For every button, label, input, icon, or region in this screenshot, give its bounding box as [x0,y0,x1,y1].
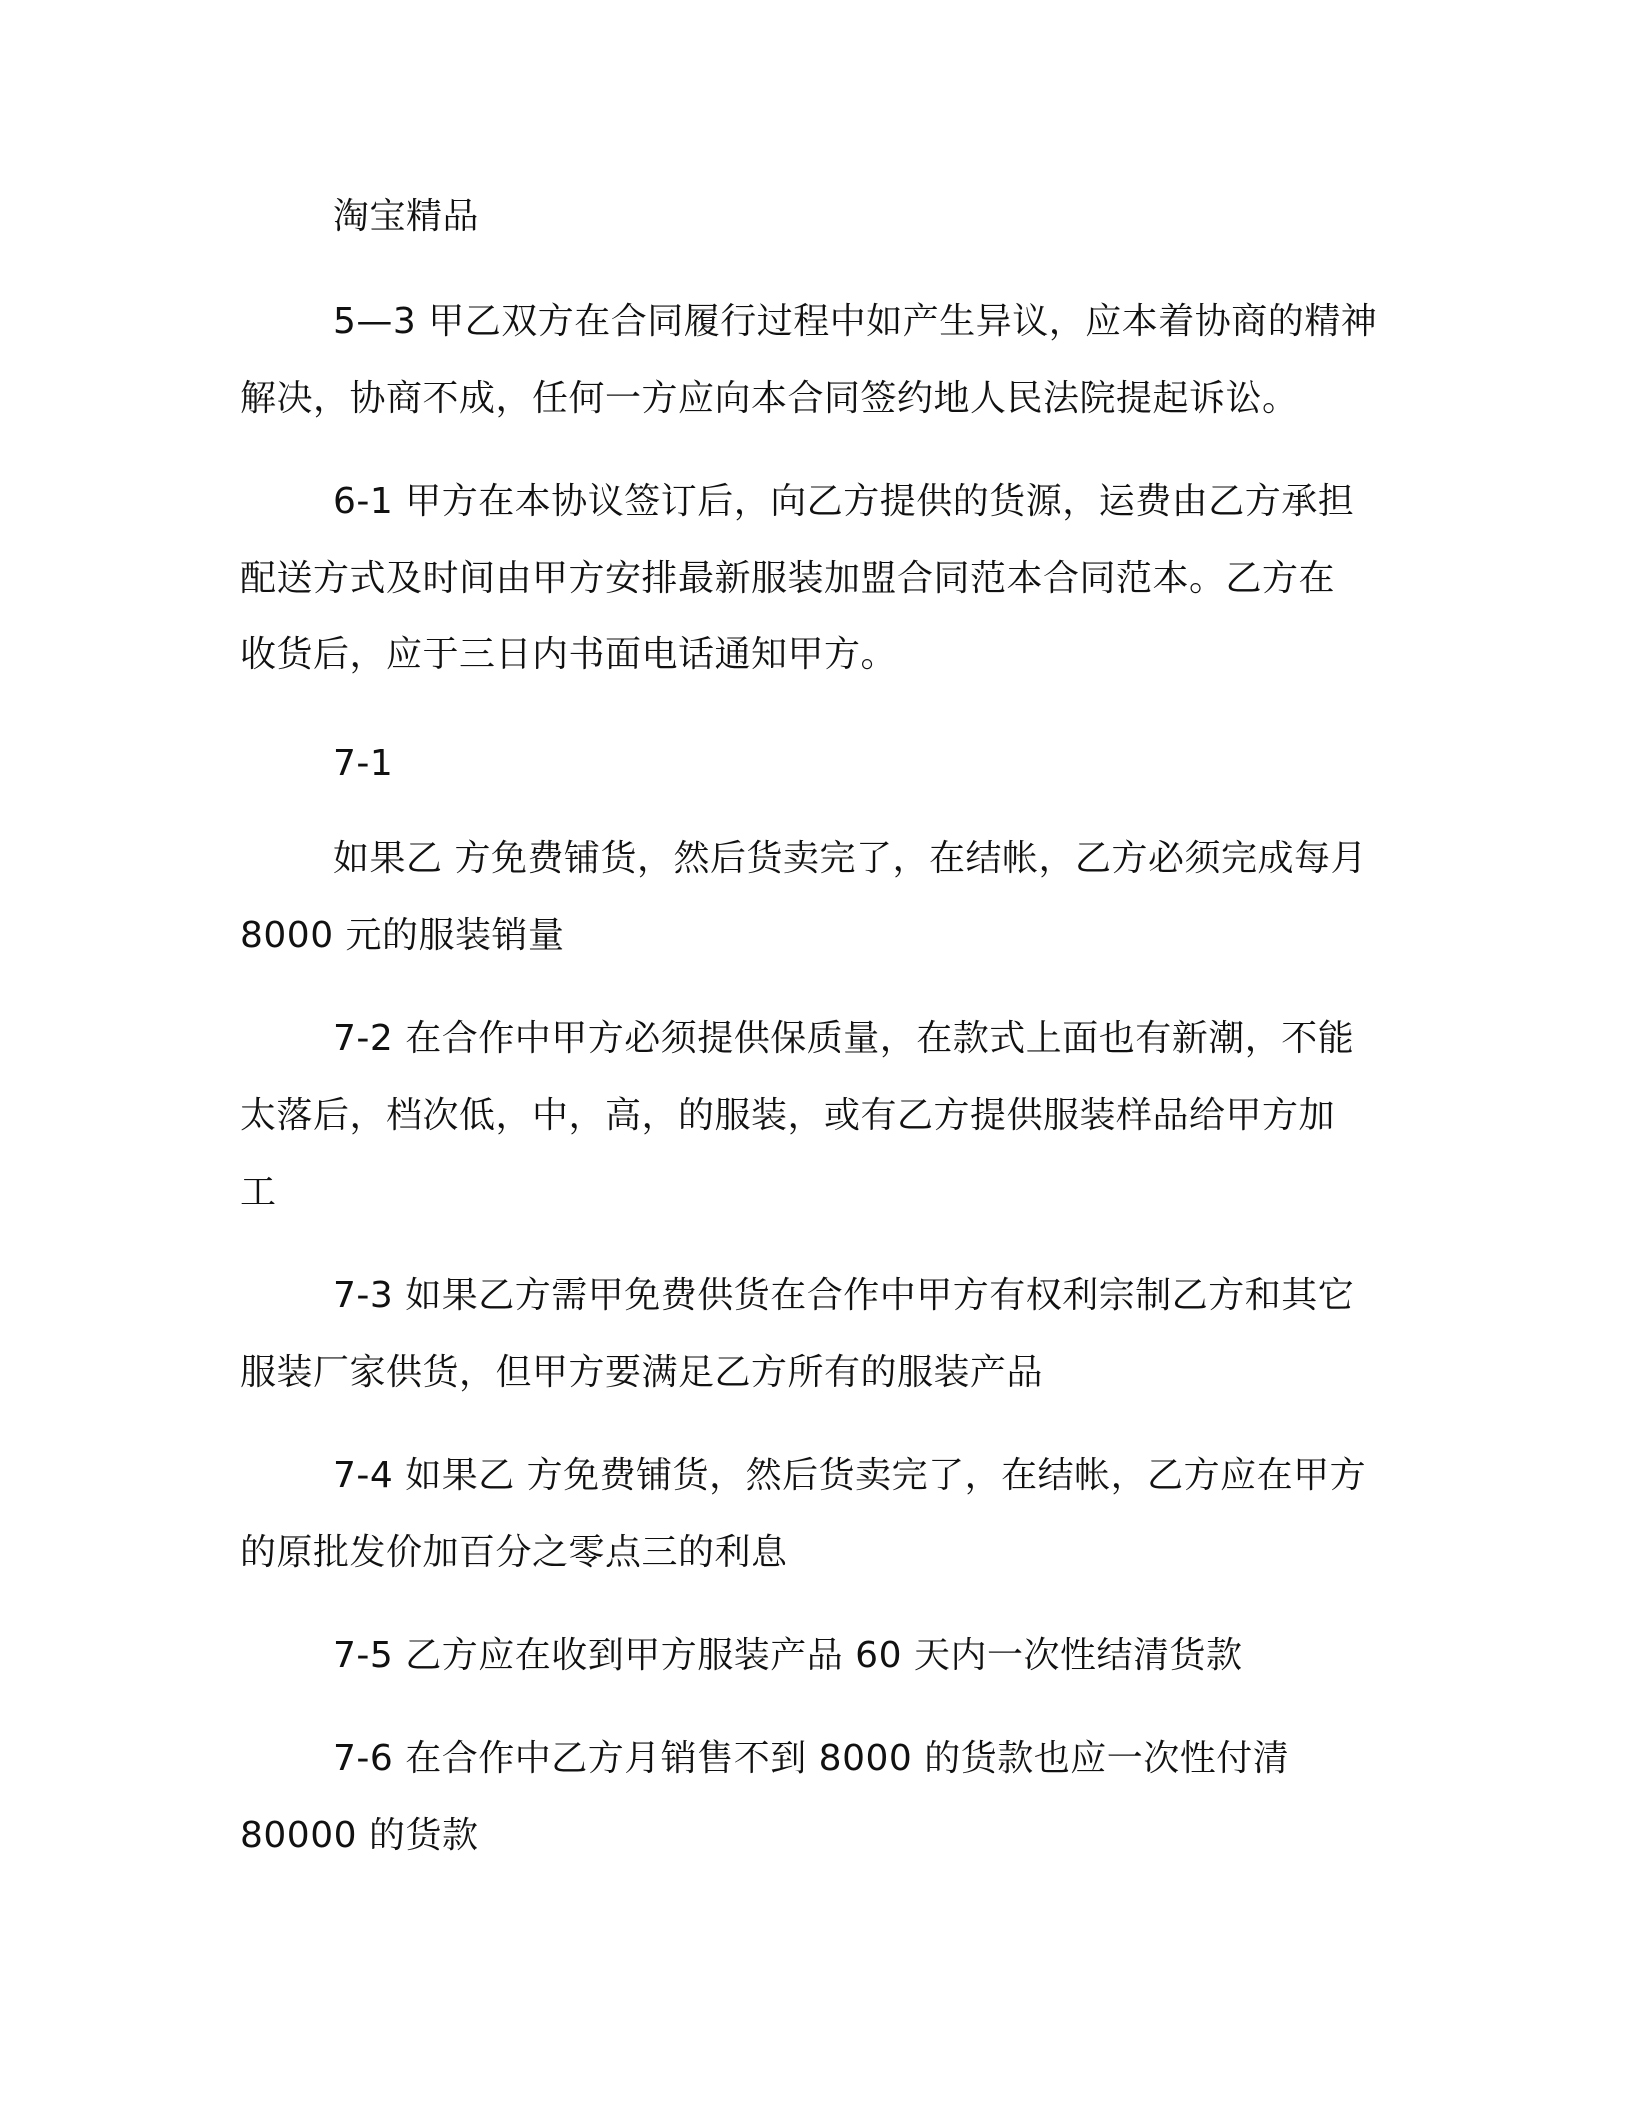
paragraph-line: 如果乙 方免费铺货，然后货卖完了，在结帐，乙方必须完成每月 [333,838,1367,879]
paragraph-line: 8000 元的服装销量 [240,915,565,956]
paragraph-line: 7-5 乙方应在收到甲方服装产品 60 天内一次性结清货款 [333,1635,1243,1676]
paragraph-line: 5—3 甲乙双方在合同履行过程中如产生异议，应本着协商的精神 [333,301,1378,342]
paragraph-line: 的原批发价加百分之零点三的利息 [240,1532,788,1573]
paragraph-line: 服装厂家供货，但甲方要满足乙方所有的服装产品 [240,1352,1044,1393]
paragraph-line: 6-1 甲方在本协议签订后，向乙方提供的货源，运费由乙方承担 [333,481,1355,522]
paragraph-line: 80000 的货款 [240,1815,479,1856]
paragraph-line: 收货后，应于三日内书面电话通知甲方。 [240,634,898,675]
paragraph-line: 7-3 如果乙方需甲免费供货在合作中甲方有权利宗制乙方和其它 [333,1275,1355,1316]
paragraph-line: 太落后，档次低，中，高，的服装，或有乙方提供服装样品给甲方加 [240,1095,1336,1136]
paragraph-line: 7-4 如果乙 方免费铺货，然后货卖完了，在结帐，乙方应在甲方 [333,1455,1367,1496]
paragraph-line: 配送方式及时间由甲方安排最新服装加盟合同范本合同范本。乙方在 [240,558,1336,599]
section-number: 7-1 [333,743,394,784]
document-header: 淘宝精品 [333,196,480,237]
paragraph-line: 解决，协商不成，任何一方应向本合同签约地人民法院提起诉讼。 [240,378,1299,419]
paragraph-line: 工 [240,1172,277,1213]
paragraph-line: 7-2 在合作中甲方必须提供保质量，在款式上面也有新潮，不能 [333,1018,1355,1059]
paragraph-line: 7-6 在合作中乙方月销售不到 8000 的货款也应一次性付清 [333,1738,1290,1779]
